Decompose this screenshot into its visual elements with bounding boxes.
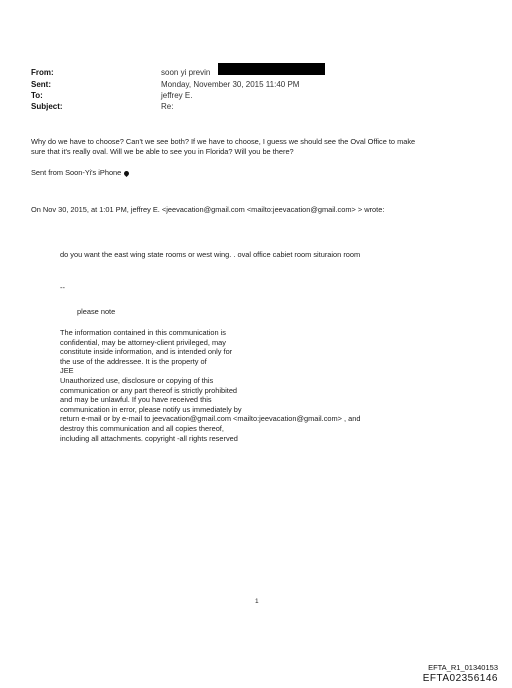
disclaimer-line: The information contained in this communication is [60,328,226,337]
body-line-1: Why do we have to choose? Can't we see both? If we have to choose, I guess we should see the Oval Office to make [31,137,416,146]
signature [31,168,129,178]
disclaimer-line: including all attachments. copyright -all rights reserved [60,433,238,443]
signature-text: Sent from Soon-Yi's iPhone [31,168,122,177]
disclaimer-line: destroy this communication and all copies thereof, [60,423,224,433]
sent-label: Sent: [31,80,51,89]
location-pin-icon [123,170,130,177]
sent-value: Monday, November 30, 2015 11:40 PM [161,80,300,89]
disclaimer-line: communication in error, please notify us immediately by [60,404,242,414]
disclaimer-line: constitute inside information, and is intended only for [60,347,233,357]
page-number: 1 [255,598,259,605]
body-line-2: sure that it's really oval. Will we be able to see you in Florida? Will you be there? [31,147,294,156]
disclaimer-line: confidential, may be attorney-client privileged, may [60,337,226,347]
to-value: jeffrey E. [161,91,193,100]
disclaimer-line: communication or any part thereof is strictly prohibited [60,385,238,395]
footer-id-1: EFTA_R1_01340153 [428,663,498,672]
from-label: From: [31,68,54,77]
from-value: soon yi previn [161,68,211,77]
to-label: To: [31,91,43,100]
quoted-message: do you want the east wing state rooms or west wing. . oval office cabiet room situraion room [60,250,361,259]
disclaimer-line: the use of the addressee. It is the property of [60,356,207,366]
disclaimer-block [60,328,361,443]
disclaimer-line: return e-mail or by e-mail to jeevacation@gmail.com <mailto:jeevacation@gmail.com> , and [60,414,361,424]
disclaimer-line: Unauthorized use, disclosure or copying of this [60,375,214,385]
disclaimer-line: and may be unlawful. If you have received this [60,395,212,405]
footer-id-2: EFTA02356146 [422,673,498,684]
disclaimer-line: JEE [60,366,74,376]
please-note: please note [77,307,116,316]
subject-label: Subject: [31,102,63,111]
quote-intro: On Nov 30, 2015, at 1:01 PM, jeffrey E. <jeevacation@gmail.com <mailto:jeevacation@gmail.com> > wrote: [31,205,385,214]
separator-dashes: -- [60,283,65,292]
redaction-box [218,63,325,75]
subject-value: Re: [161,102,174,111]
